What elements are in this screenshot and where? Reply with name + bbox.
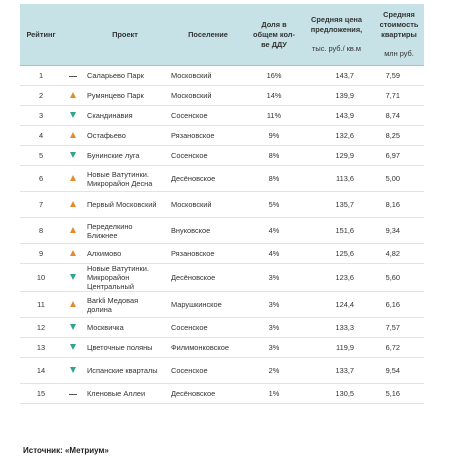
settlement-cell: Филимонковское (171, 343, 229, 352)
share-cell: 14% (266, 91, 282, 100)
table-row (20, 86, 424, 106)
table-header (20, 4, 424, 66)
triangle-down-icon (70, 274, 76, 280)
cost-cell: 7,57 (385, 323, 400, 332)
share-cell: 5% (268, 200, 280, 209)
trend-cell (62, 338, 83, 358)
price-cell: 132,6 (335, 131, 354, 140)
rank-cell: 15 (36, 389, 46, 398)
table-row (20, 146, 424, 166)
project-cell: Испанские кварталы (87, 366, 158, 375)
trend-cell (62, 318, 83, 338)
price-cell: 135,7 (335, 200, 354, 209)
rank-cell: 1 (38, 71, 44, 80)
cost-cell: 5,00 (385, 174, 400, 183)
triangle-up-icon (70, 175, 76, 181)
cost-cell: 8,25 (385, 131, 400, 140)
price-cell: 129,9 (335, 151, 354, 160)
share-cell: 3% (268, 273, 280, 282)
price-cell: 130,5 (335, 389, 354, 398)
price-cell: 133,7 (335, 366, 354, 375)
rank-cell: 13 (36, 343, 46, 352)
source-note: Источник: «Метриум» (23, 446, 109, 455)
settlement-cell: Московский (171, 91, 212, 100)
project-cell: Алхимово (87, 249, 122, 258)
trend-cell (62, 358, 83, 384)
rank-cell: 3 (38, 111, 44, 120)
trend-cell (62, 126, 83, 146)
triangle-down-icon (70, 152, 76, 158)
share-cell: 2% (268, 366, 280, 375)
trend-cell (62, 292, 83, 318)
table-row (20, 264, 424, 292)
share-cell: 9% (268, 131, 280, 140)
settlement-cell: Марушкинское (171, 300, 222, 309)
header-price (299, 4, 374, 66)
cost-cell: 4,82 (385, 249, 400, 258)
table-row (20, 318, 424, 338)
settlement-cell: Десёновское (171, 174, 216, 183)
rank-cell: 4 (38, 131, 44, 140)
cost-cell: 8,74 (385, 111, 400, 120)
table-row (20, 384, 424, 404)
price-cell: 119,9 (336, 343, 354, 352)
rank-cell: 6 (38, 174, 44, 183)
table-row (20, 218, 424, 244)
dash-icon (69, 76, 77, 77)
price-cell: 143,9 (335, 111, 354, 120)
rank-cell: 12 (36, 323, 46, 332)
project-cell: Остафьево (87, 131, 126, 140)
price-cell: 123,6 (335, 273, 354, 282)
trend-cell (62, 106, 83, 126)
settlement-cell: Десёновское (171, 389, 216, 398)
project-cell: Румянцево Парк (87, 91, 144, 100)
project-cell: Новые Ватутинки. Микрорайон Десна (87, 169, 153, 188)
triangle-down-icon (70, 367, 76, 373)
rank-cell: 14 (36, 366, 46, 375)
rank-cell: 5 (38, 151, 44, 160)
price-cell: 151,6 (335, 226, 354, 235)
header-cost-unit: млн руб. (384, 49, 414, 58)
rank-cell: 10 (36, 273, 46, 282)
triangle-up-icon (70, 92, 76, 98)
share-cell: 4% (268, 249, 280, 258)
cost-cell: 8,16 (385, 200, 400, 209)
table-row (20, 338, 424, 358)
project-cell: Бунинские луга (87, 151, 140, 160)
settlement-cell: Десёновское (171, 273, 216, 282)
table-row (20, 126, 424, 146)
share-cell: 4% (268, 226, 280, 235)
settlement-cell: Сосенское (171, 151, 208, 160)
table-row (20, 244, 424, 264)
triangle-down-icon (70, 344, 76, 350)
rank-cell: 11 (37, 300, 45, 309)
table-row (20, 106, 424, 126)
header-share: Доля в общем кол-ве ДДУ (249, 4, 299, 66)
table-body (20, 66, 424, 404)
project-cell: Barkli Медовая долина (87, 295, 139, 314)
cost-cell: 6,97 (385, 151, 400, 160)
rank-cell: 2 (38, 91, 44, 100)
project-cell: Москвичка (87, 323, 124, 332)
table-row (20, 192, 424, 218)
settlement-cell: Внуковское (171, 226, 211, 235)
ranking-table (20, 4, 424, 404)
project-cell: Новые Ватутинки. Микрорайон Центральный (87, 264, 149, 291)
trend-cell (62, 192, 83, 218)
table-row (20, 358, 424, 384)
share-cell: 8% (268, 174, 280, 183)
settlement-cell: Сосенское (171, 111, 208, 120)
settlement-cell: Московский (171, 71, 212, 80)
table-row (20, 166, 424, 192)
price-cell: 133,3 (335, 323, 354, 332)
table-row (20, 66, 424, 86)
dash-icon (69, 394, 77, 395)
cost-cell: 5,60 (385, 273, 400, 282)
triangle-down-icon (70, 324, 76, 330)
header-rank: Рейтинг (20, 4, 62, 66)
trend-cell (62, 218, 83, 244)
settlement-cell: Сосенское (171, 323, 208, 332)
share-cell: 3% (268, 300, 280, 309)
project-cell: Переделкино Ближнее (87, 221, 133, 240)
price-cell: 113,6 (336, 174, 354, 183)
settlement-cell: Рязановское (171, 249, 215, 258)
trend-cell (62, 86, 83, 106)
header-cost-title: Средняя стоимость квартиры (379, 10, 419, 39)
project-cell: Цветочные поляны (87, 343, 153, 352)
triangle-up-icon (70, 227, 76, 233)
price-cell: 124,4 (335, 300, 354, 309)
share-cell: 1% (268, 389, 280, 398)
cost-cell: 7,59 (385, 71, 400, 80)
project-cell: Кленовые Аллеи (87, 389, 146, 398)
header-project: Проект (83, 4, 167, 66)
trend-cell (62, 66, 83, 86)
project-cell: Скандинавия (87, 111, 133, 120)
triangle-up-icon (70, 201, 76, 207)
settlement-cell: Московский (171, 200, 212, 209)
rank-cell: 8 (38, 226, 44, 235)
triangle-up-icon (70, 301, 76, 307)
cost-cell: 5,16 (385, 389, 400, 398)
rank-cell: 9 (38, 249, 44, 258)
header-settlement: Поселение (167, 4, 249, 66)
cost-cell: 7,71 (385, 91, 400, 100)
trend-cell (62, 146, 83, 166)
cost-cell: 6,16 (385, 300, 400, 309)
price-cell: 125,6 (335, 249, 354, 258)
trend-cell (62, 384, 83, 404)
header-trend (62, 4, 83, 66)
header-price-unit: тыс. руб./ кв.м (312, 44, 361, 53)
cost-cell: 9,34 (385, 226, 400, 235)
share-cell: 11% (266, 111, 282, 120)
share-cell: 16% (266, 71, 282, 80)
triangle-up-icon (70, 250, 76, 256)
cost-cell: 6,72 (385, 343, 400, 352)
rank-cell: 7 (38, 200, 44, 209)
price-cell: 143,7 (335, 71, 354, 80)
trend-cell (62, 166, 83, 192)
triangle-up-icon (70, 132, 76, 138)
table-row (20, 292, 424, 318)
share-cell: 3% (268, 343, 280, 352)
header-cost (374, 4, 424, 66)
price-cell: 139,9 (335, 91, 354, 100)
share-cell: 3% (268, 323, 280, 332)
trend-cell (62, 264, 83, 292)
trend-cell (62, 244, 83, 264)
settlement-cell: Сосенское (171, 366, 208, 375)
project-cell: Саларьево Парк (87, 71, 144, 80)
cost-cell: 9,54 (385, 366, 400, 375)
share-cell: 8% (268, 151, 280, 160)
settlement-cell: Рязановское (171, 131, 215, 140)
header-price-title: Средняя цена предложения, (310, 15, 363, 34)
project-cell: Первый Московский (87, 200, 157, 209)
triangle-down-icon (70, 112, 76, 118)
